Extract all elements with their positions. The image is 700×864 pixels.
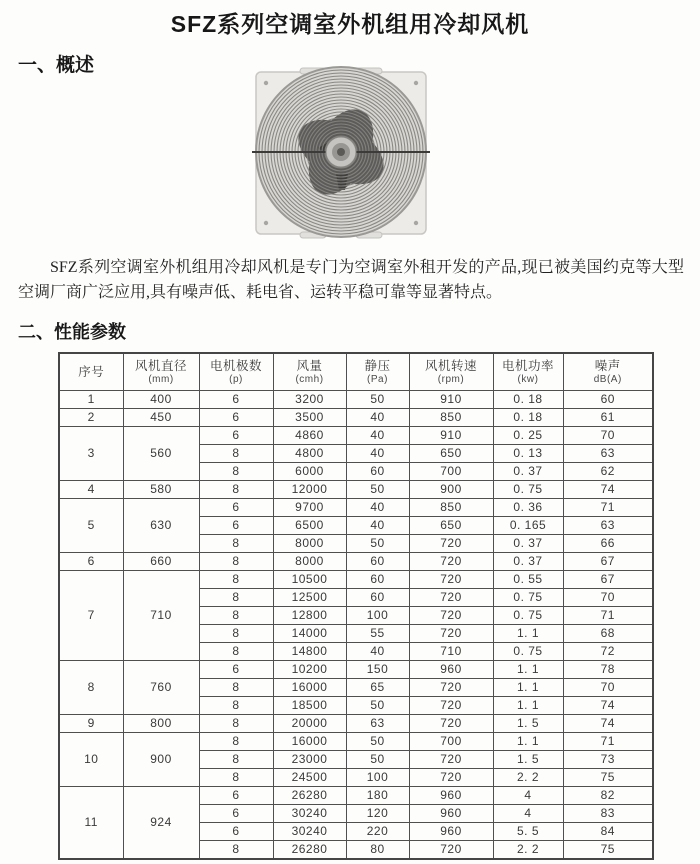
column-header: 风机转速 (rpm) <box>409 353 493 391</box>
motor-poles-cell: 8 <box>199 571 273 589</box>
motor-power-cell: 1. 1 <box>493 625 563 643</box>
motor-power-cell: 0. 165 <box>493 517 563 535</box>
fan-diameter-cell: 710 <box>123 571 199 661</box>
static-pressure-cell: 55 <box>346 625 409 643</box>
noise-cell: 66 <box>563 535 653 553</box>
motor-power-cell: 5. 5 <box>493 823 563 841</box>
motor-poles-cell: 8 <box>199 589 273 607</box>
fan-speed-cell: 960 <box>409 823 493 841</box>
motor-power-cell: 0. 13 <box>493 445 563 463</box>
air-volume-cell: 10200 <box>273 661 346 679</box>
table-row <box>59 787 653 805</box>
table-head <box>59 353 653 391</box>
table-header-row <box>59 353 653 391</box>
fan-speed-cell: 960 <box>409 805 493 823</box>
motor-poles-cell: 8 <box>199 679 273 697</box>
fan-speed-cell: 650 <box>409 517 493 535</box>
motor-poles-cell: 8 <box>199 643 273 661</box>
fan-speed-cell: 910 <box>409 391 493 409</box>
air-volume-cell: 16000 <box>273 679 346 697</box>
noise-cell: 75 <box>563 841 653 860</box>
air-volume-cell: 12800 <box>273 607 346 625</box>
static-pressure-cell: 60 <box>346 571 409 589</box>
static-pressure-cell: 40 <box>346 643 409 661</box>
static-pressure-cell: 50 <box>346 481 409 499</box>
axial-fan-illustration <box>248 56 436 250</box>
motor-poles-cell: 8 <box>199 481 273 499</box>
fan-photo <box>248 56 436 250</box>
table-row <box>59 427 653 445</box>
table-row <box>59 715 653 733</box>
noise-cell: 61 <box>563 409 653 427</box>
serial-number-cell: 8 <box>59 661 123 715</box>
noise-cell: 68 <box>563 625 653 643</box>
static-pressure-cell: 80 <box>346 841 409 860</box>
static-pressure-cell: 50 <box>346 535 409 553</box>
noise-cell: 83 <box>563 805 653 823</box>
air-volume-cell: 8000 <box>273 535 346 553</box>
static-pressure-cell: 60 <box>346 589 409 607</box>
fan-diameter-cell: 630 <box>123 499 199 553</box>
serial-number-cell: 9 <box>59 715 123 733</box>
motor-power-cell: 2. 2 <box>493 841 563 860</box>
static-pressure-cell: 60 <box>346 553 409 571</box>
fan-speed-cell: 720 <box>409 679 493 697</box>
fan-speed-cell: 720 <box>409 607 493 625</box>
motor-power-cell: 0. 36 <box>493 499 563 517</box>
motor-power-cell: 1. 1 <box>493 697 563 715</box>
static-pressure-cell: 220 <box>346 823 409 841</box>
column-header: 风机直径 (mm) <box>123 353 199 391</box>
serial-number-cell: 4 <box>59 481 123 499</box>
fan-speed-cell: 720 <box>409 697 493 715</box>
air-volume-cell: 4860 <box>273 427 346 445</box>
air-volume-cell: 4800 <box>273 445 346 463</box>
air-volume-cell: 26280 <box>273 841 346 860</box>
motor-power-cell: 0. 75 <box>493 481 563 499</box>
motor-poles-cell: 6 <box>199 391 273 409</box>
static-pressure-cell: 65 <box>346 679 409 697</box>
motor-poles-cell: 6 <box>199 805 273 823</box>
noise-cell: 70 <box>563 679 653 697</box>
table-row <box>59 391 653 409</box>
table-row <box>59 499 653 517</box>
fan-diameter-cell: 660 <box>123 553 199 571</box>
noise-cell: 70 <box>563 589 653 607</box>
air-volume-cell: 10500 <box>273 571 346 589</box>
motor-power-cell: 0. 18 <box>493 409 563 427</box>
noise-cell: 71 <box>563 499 653 517</box>
air-volume-cell: 9700 <box>273 499 346 517</box>
serial-number-cell: 3 <box>59 427 123 481</box>
noise-cell: 72 <box>563 643 653 661</box>
motor-power-cell: 0. 75 <box>493 607 563 625</box>
air-volume-cell: 12500 <box>273 589 346 607</box>
fan-speed-cell: 720 <box>409 715 493 733</box>
static-pressure-cell: 180 <box>346 787 409 805</box>
section-heading-parameters: 二、性能参数 <box>18 322 126 342</box>
column-header: 风量 (cmh) <box>273 353 346 391</box>
motor-power-cell: 1. 5 <box>493 751 563 769</box>
motor-power-cell: 1. 1 <box>493 733 563 751</box>
fan-speed-cell: 850 <box>409 409 493 427</box>
fan-diameter-cell: 900 <box>123 733 199 787</box>
serial-number-cell: 10 <box>59 733 123 787</box>
page-title: SFZ系列空调室外机组用冷却风机 <box>170 11 530 37</box>
fan-diameter-cell: 800 <box>123 715 199 733</box>
air-volume-cell: 14000 <box>273 625 346 643</box>
noise-cell: 62 <box>563 463 653 481</box>
intro-paragraph: SFZ系列空调室外机组用冷却风机是专门为空调室外租开发的产品,现已被美国约克等大型空调厂商广泛应用,具有噪声低、耗电省、运转平稳可靠等显著特点。 <box>18 259 684 301</box>
motor-poles-cell: 8 <box>199 733 273 751</box>
static-pressure-cell: 50 <box>346 697 409 715</box>
motor-power-cell: 0. 18 <box>493 391 563 409</box>
table-row <box>59 733 653 751</box>
fan-speed-cell: 720 <box>409 535 493 553</box>
motor-poles-cell: 6 <box>199 517 273 535</box>
fan-speed-cell: 910 <box>409 427 493 445</box>
motor-power-cell: 0. 75 <box>493 589 563 607</box>
fan-diameter-cell: 580 <box>123 481 199 499</box>
static-pressure-cell: 40 <box>346 427 409 445</box>
fan-speed-cell: 700 <box>409 733 493 751</box>
noise-cell: 70 <box>563 427 653 445</box>
fan-speed-cell: 960 <box>409 787 493 805</box>
motor-poles-cell: 8 <box>199 535 273 553</box>
motor-poles-cell: 8 <box>199 463 273 481</box>
motor-poles-cell: 6 <box>199 787 273 805</box>
fan-speed-cell: 720 <box>409 553 493 571</box>
section-heading-overview: 一、概述 <box>18 55 95 76</box>
air-volume-cell: 8000 <box>273 553 346 571</box>
table-body <box>59 391 653 860</box>
static-pressure-cell: 50 <box>346 391 409 409</box>
air-volume-cell: 20000 <box>273 715 346 733</box>
static-pressure-cell: 50 <box>346 733 409 751</box>
fan-speed-cell: 720 <box>409 751 493 769</box>
column-header: 噪声 dB(A) <box>563 353 653 391</box>
motor-poles-cell: 6 <box>199 823 273 841</box>
noise-cell: 67 <box>563 571 653 589</box>
air-volume-cell: 30240 <box>273 805 346 823</box>
fan-speed-cell: 650 <box>409 445 493 463</box>
motor-power-cell: 0. 55 <box>493 571 563 589</box>
noise-cell: 63 <box>563 445 653 463</box>
table-row <box>59 553 653 571</box>
serial-number-cell: 5 <box>59 499 123 553</box>
fan-speed-cell: 960 <box>409 661 493 679</box>
air-volume-cell: 14800 <box>273 643 346 661</box>
fan-speed-cell: 850 <box>409 499 493 517</box>
air-volume-cell: 3500 <box>273 409 346 427</box>
motor-poles-cell: 8 <box>199 715 273 733</box>
static-pressure-cell: 40 <box>346 499 409 517</box>
noise-cell: 63 <box>563 517 653 535</box>
noise-cell: 75 <box>563 769 653 787</box>
air-volume-cell: 18500 <box>273 697 346 715</box>
static-pressure-cell: 100 <box>346 607 409 625</box>
motor-poles-cell: 6 <box>199 427 273 445</box>
serial-number-cell: 1 <box>59 391 123 409</box>
fan-diameter-cell: 560 <box>123 427 199 481</box>
static-pressure-cell: 40 <box>346 409 409 427</box>
noise-cell: 71 <box>563 733 653 751</box>
fan-diameter-cell: 450 <box>123 409 199 427</box>
fan-speed-cell: 710 <box>409 643 493 661</box>
motor-poles-cell: 6 <box>199 499 273 517</box>
fan-speed-cell: 700 <box>409 463 493 481</box>
noise-cell: 71 <box>563 607 653 625</box>
motor-poles-cell: 8 <box>199 769 273 787</box>
performance-table <box>58 352 654 860</box>
noise-cell: 74 <box>563 697 653 715</box>
air-volume-cell: 16000 <box>273 733 346 751</box>
static-pressure-cell: 150 <box>346 661 409 679</box>
noise-cell: 84 <box>563 823 653 841</box>
air-volume-cell: 3200 <box>273 391 346 409</box>
air-volume-cell: 6000 <box>273 463 346 481</box>
air-volume-cell: 6500 <box>273 517 346 535</box>
table-row <box>59 409 653 427</box>
air-volume-cell: 23000 <box>273 751 346 769</box>
motor-poles-cell: 8 <box>199 697 273 715</box>
table-row <box>59 481 653 499</box>
static-pressure-cell: 63 <box>346 715 409 733</box>
air-volume-cell: 26280 <box>273 787 346 805</box>
noise-cell: 78 <box>563 661 653 679</box>
motor-power-cell: 4 <box>493 805 563 823</box>
motor-power-cell: 0. 37 <box>493 553 563 571</box>
serial-number-cell: 7 <box>59 571 123 661</box>
fan-diameter-cell: 400 <box>123 391 199 409</box>
static-pressure-cell: 60 <box>346 463 409 481</box>
motor-poles-cell: 8 <box>199 625 273 643</box>
noise-cell: 73 <box>563 751 653 769</box>
motor-poles-cell: 8 <box>199 607 273 625</box>
motor-poles-cell: 8 <box>199 751 273 769</box>
column-header: 静压 (Pa) <box>346 353 409 391</box>
motor-poles-cell: 8 <box>199 841 273 860</box>
noise-cell: 82 <box>563 787 653 805</box>
motor-poles-cell: 6 <box>199 661 273 679</box>
motor-power-cell: 0. 75 <box>493 643 563 661</box>
motor-power-cell: 1. 1 <box>493 661 563 679</box>
static-pressure-cell: 120 <box>346 805 409 823</box>
fan-speed-cell: 720 <box>409 769 493 787</box>
static-pressure-cell: 40 <box>346 517 409 535</box>
motor-power-cell: 0. 37 <box>493 535 563 553</box>
fan-speed-cell: 720 <box>409 625 493 643</box>
fan-speed-cell: 720 <box>409 571 493 589</box>
motor-power-cell: 0. 25 <box>493 427 563 445</box>
motor-power-cell: 2. 2 <box>493 769 563 787</box>
serial-number-cell: 6 <box>59 553 123 571</box>
table-row <box>59 571 653 589</box>
motor-poles-cell: 8 <box>199 553 273 571</box>
noise-cell: 74 <box>563 715 653 733</box>
noise-cell: 67 <box>563 553 653 571</box>
motor-power-cell: 1. 5 <box>493 715 563 733</box>
static-pressure-cell: 40 <box>346 445 409 463</box>
noise-cell: 60 <box>563 391 653 409</box>
static-pressure-cell: 100 <box>346 769 409 787</box>
table-row <box>59 661 653 679</box>
motor-poles-cell: 8 <box>199 445 273 463</box>
noise-cell: 74 <box>563 481 653 499</box>
fan-diameter-cell: 924 <box>123 787 199 860</box>
serial-number-cell: 11 <box>59 787 123 860</box>
column-header: 序号 <box>59 353 123 391</box>
fan-speed-cell: 900 <box>409 481 493 499</box>
motor-power-cell: 1. 1 <box>493 679 563 697</box>
air-volume-cell: 30240 <box>273 823 346 841</box>
column-header: 电机极数 (p) <box>199 353 273 391</box>
motor-poles-cell: 6 <box>199 409 273 427</box>
column-header: 电机功率 (kw) <box>493 353 563 391</box>
motor-power-cell: 0. 37 <box>493 463 563 481</box>
fan-speed-cell: 720 <box>409 841 493 860</box>
static-pressure-cell: 50 <box>346 751 409 769</box>
serial-number-cell: 2 <box>59 409 123 427</box>
air-volume-cell: 24500 <box>273 769 346 787</box>
air-volume-cell: 12000 <box>273 481 346 499</box>
fan-diameter-cell: 760 <box>123 661 199 715</box>
motor-power-cell: 4 <box>493 787 563 805</box>
fan-speed-cell: 720 <box>409 589 493 607</box>
